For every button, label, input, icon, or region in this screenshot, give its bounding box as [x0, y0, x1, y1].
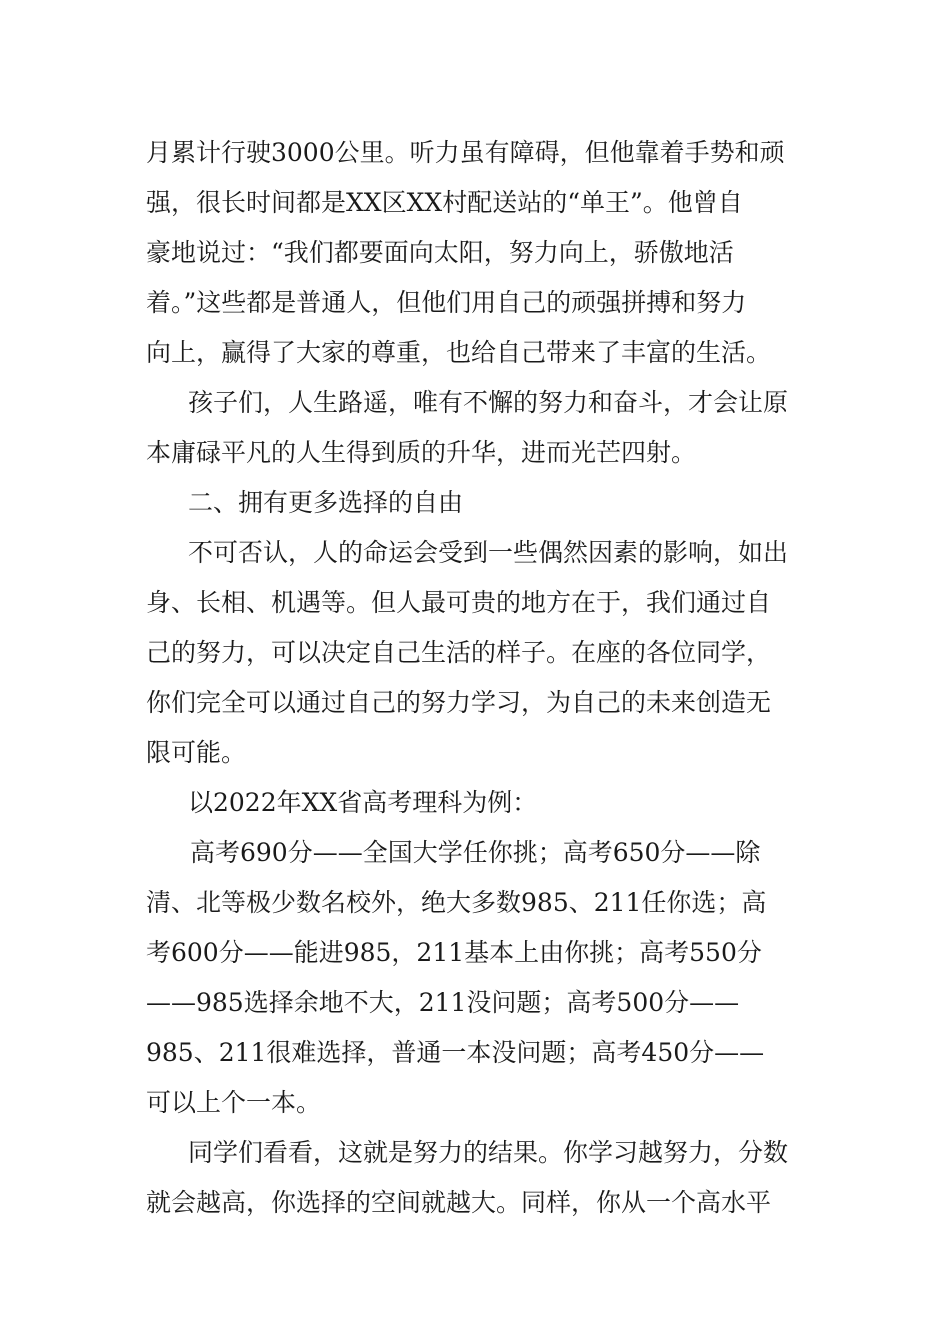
text-line: 高考690分——全国大学任你挑；高考650分——除 — [190, 838, 761, 867]
text-line: 就会越高，你选择的空间就越大。同样，你从一个高水平 — [146, 1188, 772, 1217]
paragraph-children — [146, 378, 806, 478]
text-line: 强，很长时间都是XX区XX村配送站的“单王”。他曾自 — [146, 188, 743, 217]
paragraph-score-list — [146, 828, 806, 1128]
paragraph-destiny — [146, 528, 806, 778]
section-heading: 二、拥有更多选择的自由 — [188, 488, 464, 517]
text-line: 向上，赢得了大家的尊重，也给自己带来了丰富的生活。 — [146, 338, 772, 367]
text-line: ——985选择余地不大，211没问题；高考500分—— — [146, 988, 740, 1017]
text-line: 清、北等极少数名校外，绝大多数985、211任你选；高 — [146, 888, 767, 917]
text-line: 可以上个一本。 — [146, 1088, 322, 1117]
text-line: 同学们看看，这就是努力的结果。你学习越努力，分数 — [188, 1138, 789, 1167]
text-line: 着。”这些都是普通人，但他们用自己的顽强拼搏和努力 — [146, 288, 747, 317]
paragraph-worker-story — [146, 128, 806, 378]
text-line: 孩子们，人生路遥，唯有不懈的努力和奋斗，才会让原 — [188, 388, 789, 417]
text-line: 本庸碌平凡的人生得到质的升华，进而光芒四射。 — [146, 438, 697, 467]
text-line: 身、长相、机遇等。但人最可贵的地方在于，我们通过自 — [146, 588, 772, 617]
text-line: 985、211很难选择，普通一本没问题；高考450分—— — [146, 1038, 765, 1067]
text-line: 考600分——能进985，211基本上由你挑；高考550分 — [146, 938, 762, 967]
paragraph-effort-result — [146, 1128, 806, 1228]
body-text — [146, 128, 806, 1228]
paragraph-example-intro — [146, 778, 806, 828]
text-line: 己的努力，可以决定自己生活的样子。在座的各位同学， — [146, 638, 772, 667]
text-line: 豪地说过：“我们都要面向太阳，努力向上，骄傲地活 — [146, 238, 734, 267]
text-line: 月累计行驶3000公里。听力虽有障碍，但他靠着手势和顽 — [146, 138, 785, 167]
text-line: 不可否认，人的命运会受到一些偶然因素的影响，如出 — [188, 538, 789, 567]
text-line: 以2022年XX省高考理科为例： — [188, 788, 538, 817]
text-line: 限可能。 — [146, 738, 247, 767]
text-line: 你们完全可以通过自己的努力学习，为自己的未来创造无 — [146, 688, 772, 717]
section-heading-2 — [146, 478, 806, 528]
